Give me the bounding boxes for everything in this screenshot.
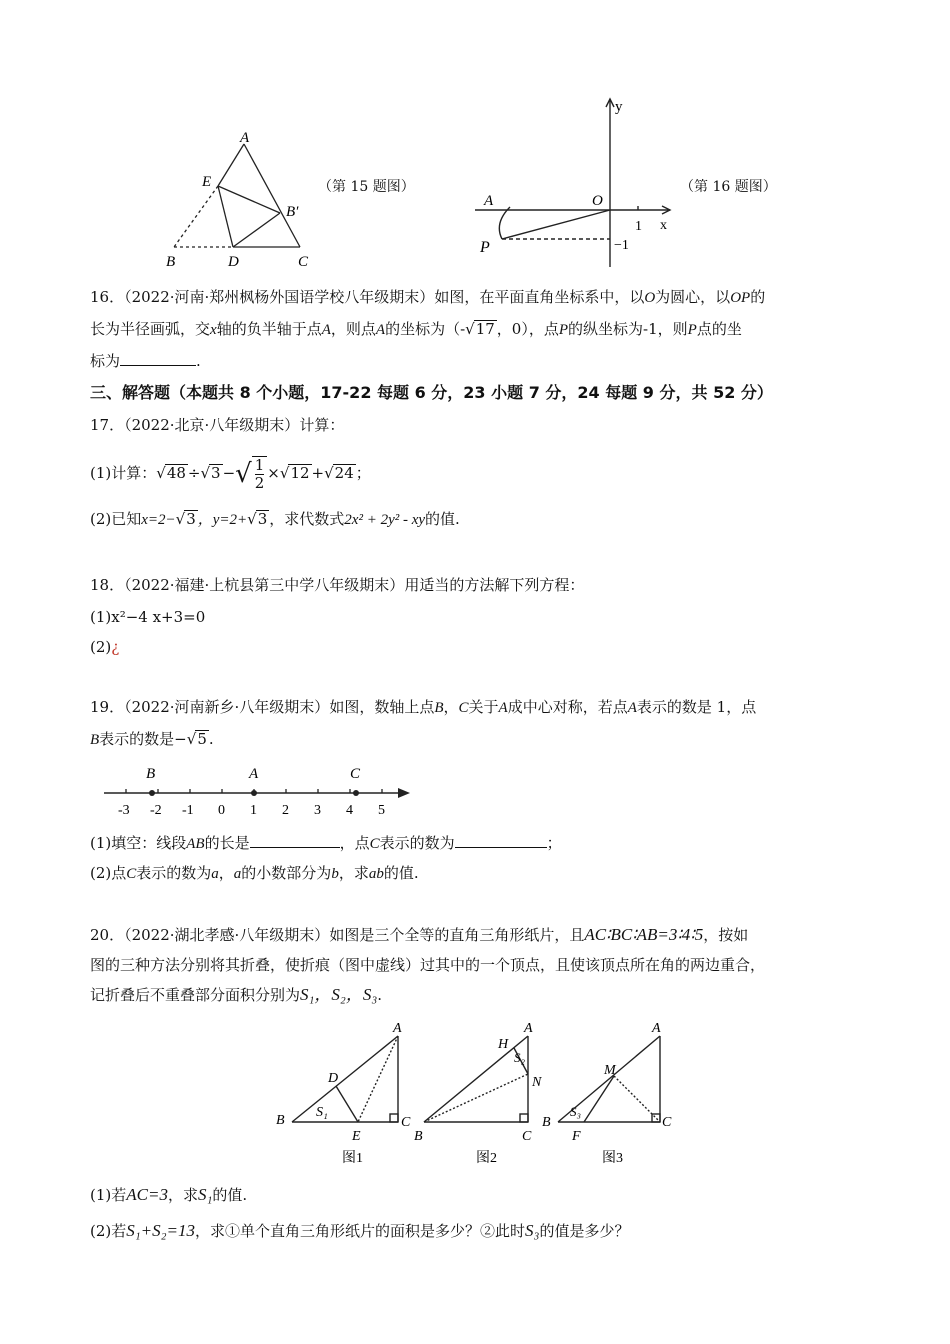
tick-5: 5 (378, 803, 385, 818)
fig15-label-A: A (240, 130, 250, 146)
fig16-label-y: y (615, 99, 623, 115)
fig15-label-D: D (228, 254, 239, 270)
q18-part-1: (1)x²−4 x+3=0 (90, 608, 206, 626)
q19-line-1: 19．（2022·河南新乡·八年级期末）如图，数轴上点B，C关于A成中心对称，若点A表示的数是 1，点 (90, 698, 757, 716)
q18-part-2: (2)¿ (90, 638, 120, 656)
figure-16 (470, 95, 680, 275)
q19-part-2: (2)点C表示的数为a，a的小数部分为b，求ab的值. (90, 864, 419, 882)
q20-line-3: 记折叠后不重叠部分面积分别为S₁，S₂，S₃. (90, 985, 383, 1004)
tick-4: 4 (346, 803, 353, 818)
tick--2: -2 (150, 803, 162, 818)
fig3-B: B (542, 1115, 551, 1130)
fig3-A: A (652, 1021, 661, 1036)
fig1-A: A (393, 1021, 402, 1036)
fig3-M: M (604, 1063, 616, 1078)
fig1-E: E (352, 1129, 361, 1144)
tick-0: 0 (218, 803, 225, 818)
fig1-D: D (328, 1071, 339, 1086)
q17-part-1: (1)计算：√48 ÷√3 −√ $\frac{1}{2}$ ×√12 +√24 ； (90, 456, 371, 492)
q19-blank-2[interactable] (455, 829, 547, 848)
figure-15-caption: （第 15 题图） (318, 179, 415, 195)
fig2-C: C (522, 1129, 532, 1144)
fig2-N: N (532, 1075, 542, 1090)
q20-figure-3 (538, 1018, 683, 1168)
q20-figure-1 (270, 1018, 415, 1168)
fig15-label-Bprime: B′ (286, 204, 299, 220)
point-C (353, 790, 359, 796)
fig3-caption: 图3 (602, 1151, 623, 1166)
fig16-label-1: 1 (635, 219, 642, 234)
fig1-C: C (401, 1115, 411, 1130)
q20-line-1: 20．（2022·湖北孝感·八年级期末）如图是三个全等的直角三角形纸片，且AC∶BC∶AB=3∶4∶5，按如 (90, 925, 749, 944)
q19-line-2: B表示的数是−√5 . (90, 730, 214, 748)
fig16-label-O: O (592, 193, 603, 209)
tick--1: -1 (182, 803, 194, 818)
fig15-label-B: B (166, 254, 176, 270)
q16-line-2: 长为半径画弧，交x轴的负半轴于点A，则点A的坐标为（-√17 ，0），点P的纵坐标为-1，则P点的坐 (90, 320, 742, 338)
fig16-label-neg1: −1 (614, 238, 629, 253)
label-C: C (350, 766, 361, 782)
q19-number-line (100, 760, 420, 820)
tick-1: 1 (250, 803, 257, 818)
q20-part-1: (1)若AC=3，求S₁的值. (90, 1185, 248, 1204)
fig3-F: F (572, 1129, 581, 1144)
q20-line-2: 图的三种方法分别将其折叠，使折痕（图中虚线）过其中的一个顶点，且使该顶点所在角的两边重合， (90, 956, 766, 974)
q17-part-2: (2)已知x=2−√3 ，y=2+√3 ，求代数式2x² + 2y² - xy的值. (90, 510, 460, 528)
fig1-caption: 图1 (342, 1151, 363, 1166)
section-3-heading: 三、解答题（本题共 8 个小题，17-22 每题 6 分，23 小题 7 分，24 每题 9 分，共 52 分） (90, 383, 773, 402)
q16-line-3: 标为 . (90, 346, 201, 376)
q18-line-1: 18．（2022·福建·上杭县第三中学八年级期末）用适当的方法解下列方程： (90, 576, 585, 594)
fig15-label-E: E (202, 174, 212, 190)
figure-16-caption: （第 16 题图） (680, 179, 777, 195)
fig16-label-P: P (480, 239, 490, 256)
tick-2: 2 (282, 803, 289, 818)
fig16-label-x: x (660, 218, 667, 233)
fig2-caption: 图2 (476, 1151, 497, 1166)
label-A: A (249, 766, 259, 782)
fig1-B: B (276, 1113, 285, 1128)
fig2-A: A (524, 1021, 533, 1036)
point-B (149, 790, 155, 796)
q20-part-2: (2)若S₁+S₂=13，求①单个直角三角形纸片的面积是多少？②此时S₃的值是多少？ (90, 1221, 630, 1240)
q20-figure-2 (410, 1018, 545, 1168)
fig16-label-A: A (484, 193, 494, 209)
point-A (251, 790, 257, 796)
q17-line-1: 17．（2022·北京·八年级期末）计算： (90, 416, 345, 434)
fig3-S3: S₃ (570, 1104, 582, 1119)
fig15-label-C: C (298, 254, 309, 270)
fig2-H: H (498, 1037, 509, 1052)
fig2-S2: S₂ (514, 1050, 526, 1065)
fig1-S1: S₁ (316, 1105, 328, 1120)
q19-part-1: (1)填空：线段AB的长是 ，点C表示的数为 ； (90, 828, 562, 859)
q16-answer-blank[interactable] (120, 347, 196, 366)
figure-15 (160, 130, 320, 270)
q16-line-1: 16．（2022·河南·郑州枫杨外国语学校八年级期末）如图，在平面直角坐标系中，以O为圆心，以OP的 (90, 288, 766, 306)
label-B: B (146, 766, 156, 782)
fig3-C: C (662, 1115, 672, 1130)
fig2-B: B (414, 1129, 423, 1144)
q19-blank-1[interactable] (250, 829, 340, 848)
tick-3: 3 (314, 803, 321, 818)
tick--3: -3 (118, 803, 130, 818)
